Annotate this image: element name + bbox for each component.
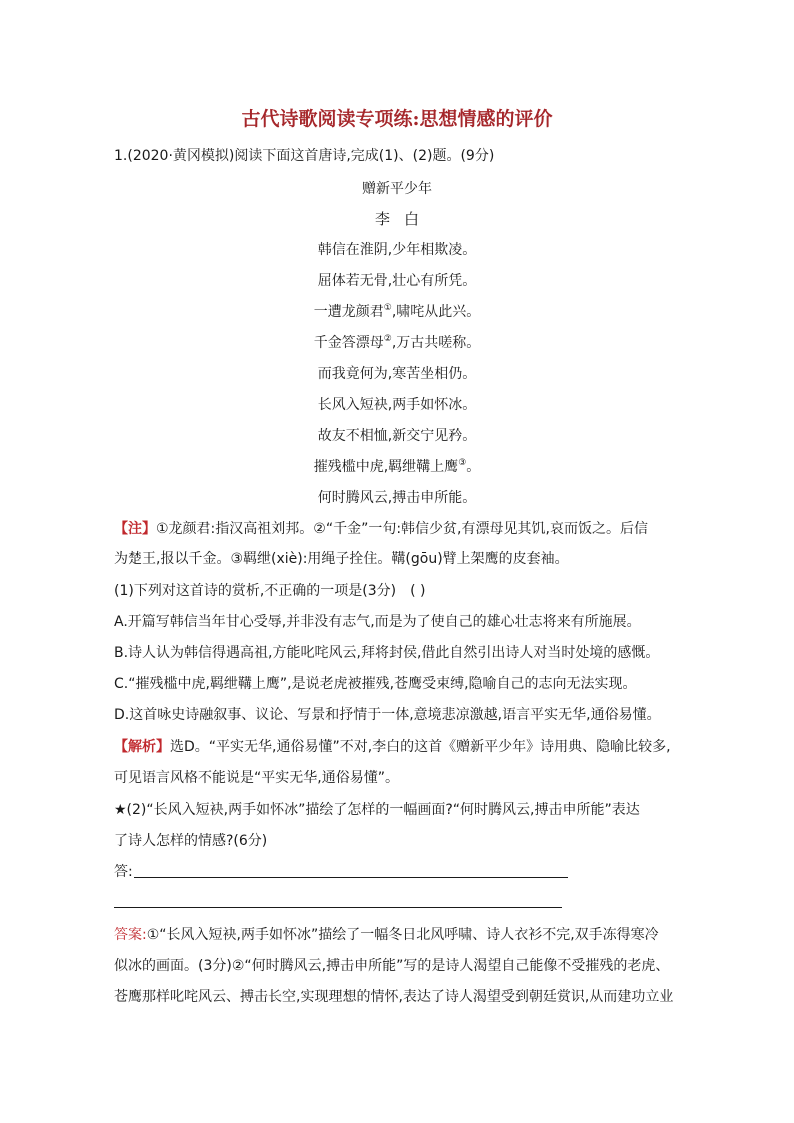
answer-label: 答案: xyxy=(114,927,147,943)
option-a: A.开篇写韩信当年甘心受辱,并非没有志气,而是为了使自己的雄心壮志将来有所施展。 xyxy=(114,614,641,630)
sub-question-1: (1)下列对这首诗的赏析,不正确的一项是(3分) ( ) xyxy=(114,581,684,601)
note-line-1: 【注】①龙颜君:指汉高祖刘邦。②“千金”一句:韩信少贫,有漂母见其饥,哀而饭之。后信 xyxy=(114,521,648,537)
answer-line-2[interactable] xyxy=(114,907,562,908)
poem-author: 李白 xyxy=(374,210,433,228)
footnote-marker-3: ③ xyxy=(458,458,467,468)
option-b: B.诗人认为韩信得遇高祖,方能叱咤风云,拜将封侯,借此自然引出诗人对当时处境的感慨。 xyxy=(114,645,660,661)
page-title: 古代诗歌阅读专项练:思想情感的评价 xyxy=(241,108,553,130)
sub-question-2-line-2: 了诗人怎样的情感?(6分) xyxy=(114,833,268,849)
answer-text-line-2: 似冰的画面。(3分)②“何时腾风云,搏击申所能”写的是诗人渴望自己能像不受摧残的老虎、 xyxy=(114,958,670,974)
answer-text-line-3: 苍鹰那样叱咤风云、搏击长空,实现理想的情怀,表达了诗人渴望受到朝廷赏识,从而建功立业 xyxy=(114,989,674,1005)
poem-line-1: 韩信在淮阴,少年相欺凌。 xyxy=(317,242,477,258)
answer-text-line-1: 答案:①“长风入短袂,两手如怀冰”描绘了一幅冬日北风呼啸、诗人衣衫不完,双手冻得寒冷 xyxy=(114,927,659,943)
note-label: 【注】 xyxy=(114,521,156,537)
option-d: D.这首咏史诗融叙事、议论、写景和抒情于一体,意境悲凉激越,语言平实无华,通俗易懂。 xyxy=(114,707,661,723)
poem-line-3: 一遭龙颜君①,啸咤从此兴。 xyxy=(313,303,481,320)
poem-line-7: 故友不相恤,新交宁见矜。 xyxy=(317,428,477,444)
answer-prompt: 答: xyxy=(114,864,133,880)
poem-line-5: 而我竟何为,寒苦坐相仍。 xyxy=(317,366,477,382)
poem-title: 赠新平少年 xyxy=(362,181,432,197)
footnote-marker-1: ① xyxy=(383,303,392,313)
poem-line-6: 长风入短袂,两手如怀冰。 xyxy=(317,397,477,413)
poem-line-9: 何时腾风云,搏击申所能。 xyxy=(317,490,477,506)
poem-line-4: 千金答漂母②,万古共嗟称。 xyxy=(313,334,481,351)
note-line-2: 为楚王,报以千金。③羁绁(xiè):用绳子拴住。鞲(gōu)臂上架鹰的皮套袖。 xyxy=(114,551,569,567)
answer-paren: ( ) xyxy=(410,583,426,599)
poem-line-2: 屈体若无骨,壮心有所凭。 xyxy=(317,273,477,289)
footnote-marker-2: ② xyxy=(383,334,392,344)
question-1-intro: 1.(2020·黄冈模拟)阅读下面这首唐诗,完成(1)、(2)题。(9分) xyxy=(114,148,495,164)
sub-question-2-line-1: ★(2)“长风入短袂,两手如怀冰”描绘了怎样的一幅画面?“何时腾风云,搏击申所能”表达 xyxy=(114,802,640,818)
analysis-label: 【解析】 xyxy=(114,739,170,755)
poem-line-8: 摧残槛中虎,羁绁鞲上鹰③。 xyxy=(313,458,481,475)
answer-line-1[interactable] xyxy=(134,877,568,878)
option-c: C.“摧残槛中虎,羁绁鞲上鹰”,是说老虎被摧残,苍鹰受束缚,隐喻自己的志向无法实现。 xyxy=(114,676,637,692)
analysis-line-1: 【解析】选D。“平实无华,通俗易懂”不对,李白的这首《赠新平少年》诗用典、隐喻比较多, xyxy=(114,739,671,755)
analysis-line-2: 可见语言风格不能说是“平实无华,通俗易懂”。 xyxy=(114,770,399,786)
